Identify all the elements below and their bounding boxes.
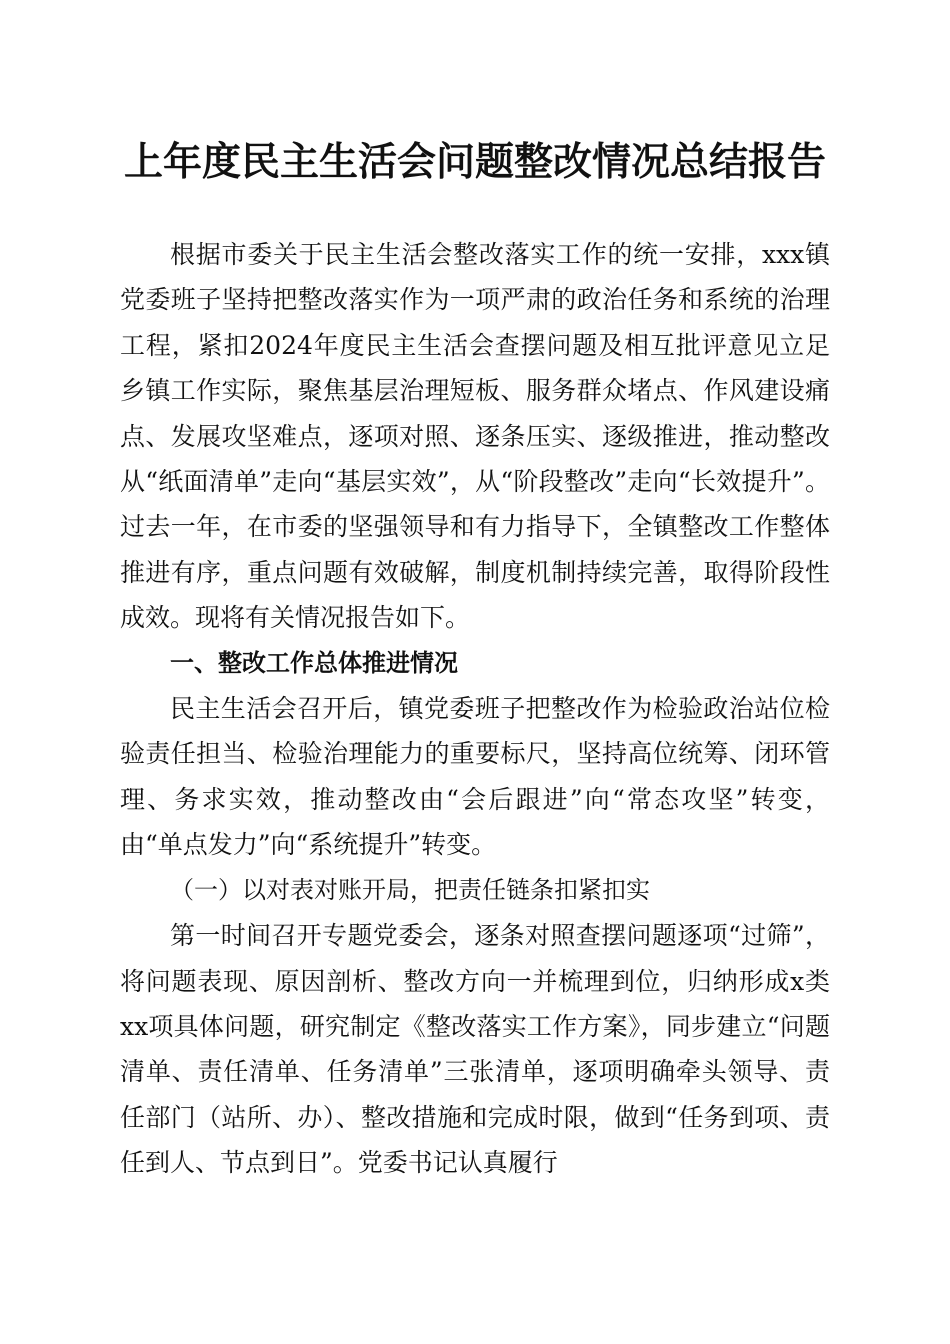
subsection-1-paragraph: 第一时间召开专题党委会，逐条对照查摆问题逐项“过筛”，将问题表现、原因剖析、整改方向一并梳理到位，归纳形成x类xx项具体问题，研究制定《整改落实工作方案》，同步建立“问题清单、责任清单、任务清单”三张清单，逐项明确牵头领导、责任部门（站所、办）、整改措施和完成时限，做到“任务到项、责任到人、节点到日”。党委书记认真履行	[120, 921, 830, 1178]
subsection-heading-1: （一）以对表对账开局，把责任链条扣紧扣实	[170, 875, 650, 904]
document-title: 上年度民主生活会问题整改情况总结报告	[123, 139, 826, 185]
document-body	[120, 232, 830, 1186]
section-heading-1: 一、整改工作总体推进情况	[170, 648, 458, 677]
intro-paragraph: 根据市委关于民主生活会整改落实工作的统一安排，xxx镇党委班子坚持把整改落实作为一项严肃的政治任务和系统的治理工程，紧扣2024年度民主生活会查摆问题及相互批评意见立足乡镇工作实际，聚焦基层治理短板、服务群众堵点、作风建设痛点、发展攻坚难点，逐项对照、逐条压实、逐级推进，推动整改从“纸面清单”走向“基层实效”，从“阶段整改”走向“长效提升”。过去一年，在市委的坚强领导和有力指导下，全镇整改工作整体推进有序，重点问题有效破解，制度机制持续完善，取得阶段性成效。现将有关情况报告如下。	[120, 240, 830, 633]
section-1-paragraph: 民主生活会召开后，镇党委班子把整改作为检验政治站位检验责任担当、检验治理能力的重要标尺，坚持高位统筹、闭环管理、务求实效，推动整改由“会后跟进”向“常态攻坚”转变，由“单点发力”向“系统提升”转变。	[120, 694, 830, 860]
